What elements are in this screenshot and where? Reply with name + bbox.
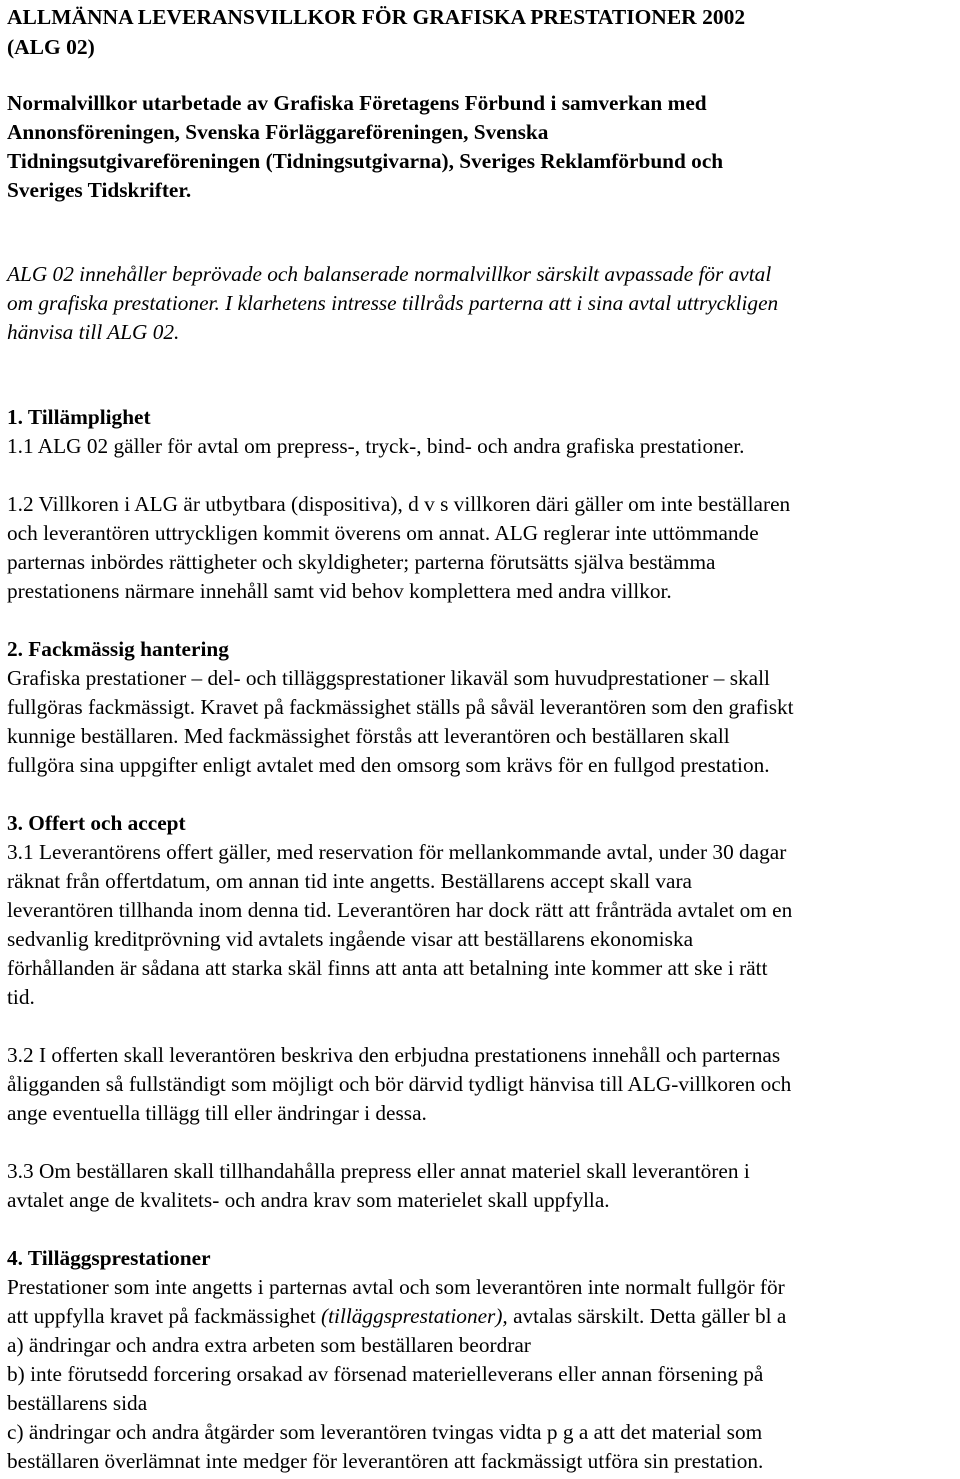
section-3-1-line-6: tid. [7, 985, 35, 1009]
document-title-line-2: (ALG 02) [7, 35, 95, 59]
document-title-line-1: ALLMÄNNA LEVERANSVILLKOR FÖR GRAFISKA PRESTATIONER 2002 [7, 5, 746, 29]
subtitle-line-1: Normalvillkor utarbetade av Grafiska Företagens Förbund i samverkan med [7, 91, 707, 115]
section-3-1-line-4: sedvanlig kreditprövning vid avtalets ingående visar att beställarens ekonomiska [7, 927, 694, 951]
intro-line-1: ALG 02 innehåller beprövade och balanserade normalvillkor särskilt avpassade för avtal [7, 262, 772, 286]
section-4-heading: 4. Tilläggsprestationer [7, 1246, 211, 1270]
section-3-heading: 3. Offert och accept [7, 811, 186, 835]
section-3-1-line-1: 3.1 Leverantörens offert gäller, med reservation för mellankommande avtal, under 30 dagar [7, 840, 787, 864]
section-2-heading: 2. Fackmässig hantering [7, 637, 229, 661]
section-1-heading: 1. Tillämplighet [7, 405, 151, 429]
section-4-line-2 [7, 1302, 786, 1331]
section-3-2-line-2: åligganden så fullständigt som möjligt och bör därvid tydligt hänvisa till ALG-villkoren och [7, 1072, 792, 1096]
section-4-item-b: b) inte förutsedd forcering orsakad av försenad materielleverans eller annan försening på [7, 1362, 764, 1386]
section-4-line-2-end: avtalas särskilt. Detta gäller bl a [507, 1304, 787, 1328]
section-3-2-line-3: ange eventuella tillägg till eller ändringar i dessa. [7, 1101, 427, 1125]
section-3-1-line-3: leverantören tillhanda inom denna tid. Leverantören har dock rätt att frånträda avtalet om en [7, 898, 793, 922]
section-3-3-line-2: avtalet ange de kvalitets- och andra krav som materielet skall uppfylla. [7, 1188, 610, 1212]
section-2-line-2: fullgöras fackmässigt. Kravet på fackmässighet ställs på såväl leverantören som den grafiskt [7, 695, 794, 719]
section-4-line-2-start: att uppfylla kravet på fackmässighet [7, 1304, 322, 1328]
section-3-1-line-5: förhållanden är sådana att starka skäl finns att anta att betalning inte kommer att ske i rätt [7, 956, 768, 980]
section-4-item-b-cont: beställarens sida [7, 1391, 148, 1415]
section-4-item-a: a) ändringar och andra extra arbeten som beställaren beordrar [7, 1333, 531, 1357]
section-3-1-line-2: räknat från offertdatum, om annan tid inte angetts. Beställarens accept skall vara [7, 869, 692, 893]
section-4-item-c-cont: beställaren överlämnat inte medger för leverantören att fackmässigt utföra sin prestation. [7, 1449, 764, 1473]
section-1-2-line-1: 1.2 Villkoren i ALG är utbytbara (dispositiva), d v s villkoren däri gäller om inte beställaren [7, 492, 791, 516]
intro-line-2: om grafiska prestationer. I klarhetens intresse tillråds parterna att i sina avtal uttryckligen [7, 291, 779, 315]
section-3-2-line-1: 3.2 I offerten skall leverantören beskriva den erbjudna prestationens innehåll och parternas [7, 1043, 781, 1067]
subtitle-line-3: Tidningsutgivareföreningen (Tidningsutgivarna), Sveriges Reklamförbund och [7, 149, 724, 173]
subtitle-line-4: Sveriges Tidskrifter. [7, 178, 192, 202]
intro-line-3: hänvisa till ALG 02. [7, 320, 180, 344]
section-2-line-1: Grafiska prestationer – del- och tilläggsprestationer likaväl som huvudprestationer – skall [7, 666, 770, 690]
section-1-2-line-4: prestationens närmare innehåll samt vid behov komplettera med andra villkor. [7, 579, 672, 603]
section-4-item-c: c) ändringar och andra åtgärder som leverantören tvingas vidta p g a att det material som [7, 1420, 763, 1444]
section-3-3-line-1: 3.3 Om beställaren skall tillhandahålla prepress eller annat materiel skall leverantören i [7, 1159, 750, 1183]
section-4-line-1: Prestationer som inte angetts i parternas avtal och som leverantören inte normalt fullgör för [7, 1275, 785, 1299]
section-1-2-line-3: parternas inbördes rättigheter och skyldigheter; parterna förutsätts själva bestämma [7, 550, 716, 574]
section-1-1: 1.1 ALG 02 gäller för avtal om prepress-, tryck-, bind- och andra grafiska prestationer. [7, 434, 745, 458]
section-1-2-line-2: och leverantören uttryckligen kommit överens om annat. ALG reglerar inte uttömmande [7, 521, 759, 545]
section-2-line-4: fullgöra sina uppgifter enligt avtalet med den omsorg som krävs för en fullgod prestation. [7, 753, 770, 777]
section-4-line-2-italic: (tilläggsprestationer), [321, 1304, 508, 1328]
section-2-line-3: kunnige beställaren. Med fackmässighet förstås att leverantören och beställaren skall [7, 724, 730, 748]
subtitle-line-2: Annonsföreningen, Svenska Förläggareföreningen, Svenska [7, 120, 549, 144]
